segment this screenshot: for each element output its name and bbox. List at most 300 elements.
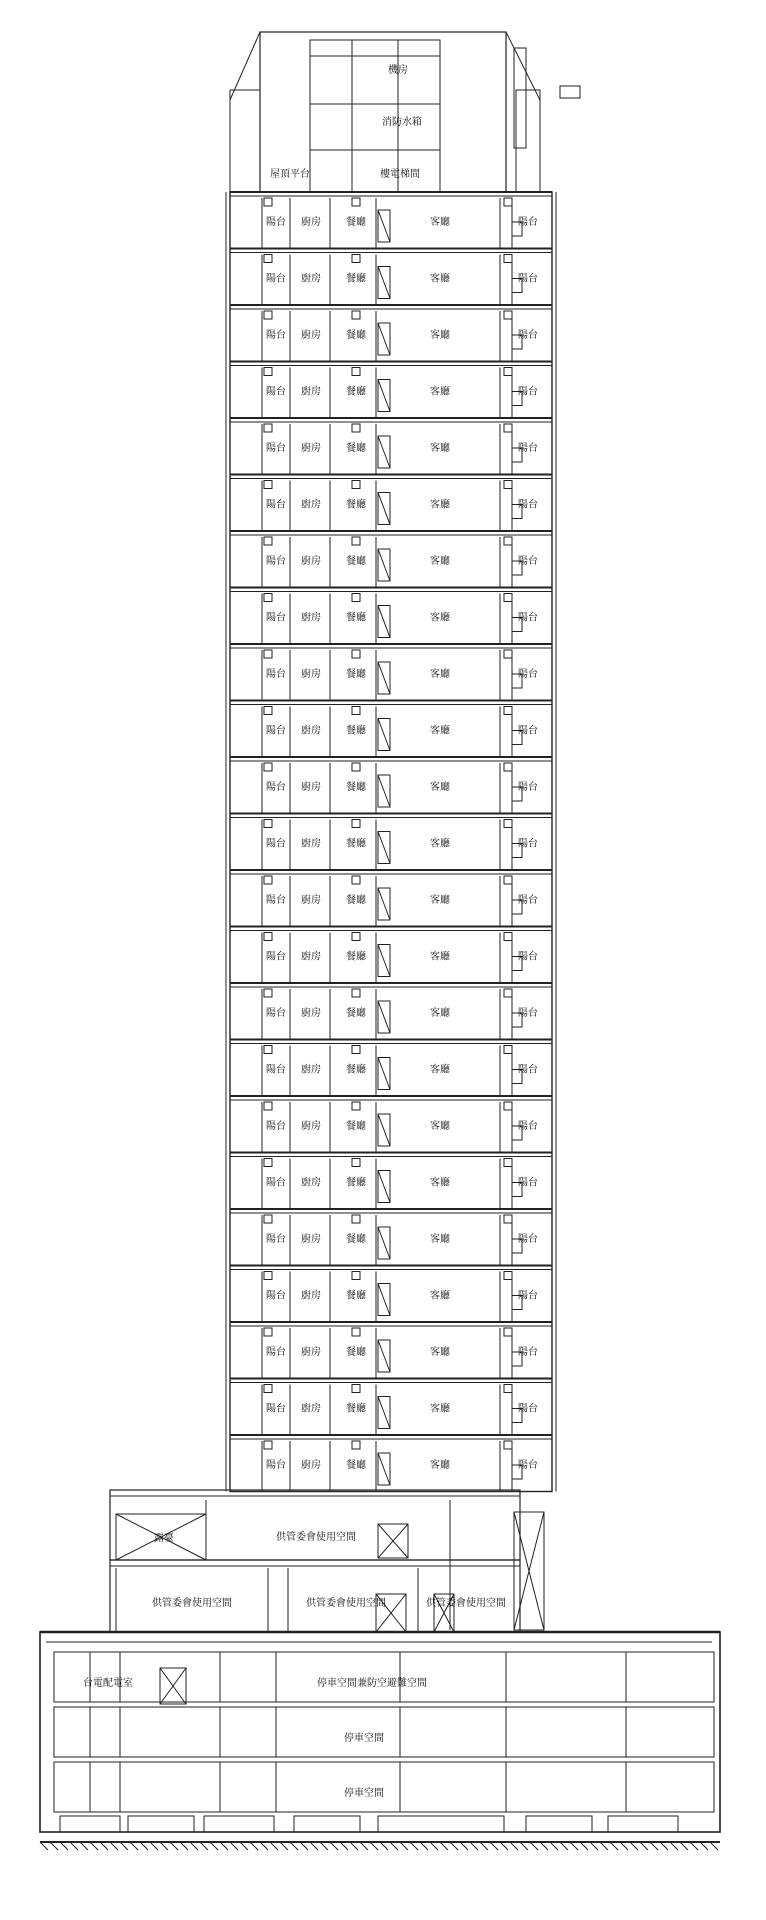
label-committee-space-lower-center: 供管委會使用空間: [306, 1598, 386, 1609]
room-label: 陽台: [266, 725, 286, 737]
room-label: 廚房: [301, 1347, 321, 1358]
room-label: 陽台: [266, 1403, 286, 1415]
room-label: 餐廳: [346, 1403, 366, 1415]
beam-stub: [504, 537, 512, 545]
room-label: 餐廳: [346, 1347, 366, 1358]
beam-stub: [352, 481, 360, 489]
ground-hatch: [460, 1842, 468, 1850]
beam-stub: [504, 424, 512, 432]
room-label: 餐廳: [346, 1234, 366, 1245]
ground-hatch: [580, 1842, 588, 1850]
room-label: 廚房: [301, 217, 321, 228]
room-label: 陽台: [266, 386, 286, 398]
room-label: 餐廳: [346, 1121, 366, 1132]
beam-stub: [504, 1328, 512, 1336]
room-label: 陽台: [518, 1064, 538, 1076]
door-swing: [378, 1284, 390, 1316]
ground-hatch: [450, 1842, 458, 1850]
room-label: 廚房: [301, 443, 321, 454]
door-swing: [378, 945, 390, 977]
beam-stub: [504, 311, 512, 319]
ground-hatch: [320, 1842, 328, 1850]
ground-hatch: [270, 1842, 278, 1850]
ground-hatch: [140, 1842, 148, 1850]
beam-stub: [352, 1046, 360, 1054]
room-label: 客廳: [430, 556, 450, 567]
room-label: 餐廳: [346, 273, 366, 285]
beam-stub: [352, 198, 360, 206]
beam-stub: [504, 876, 512, 884]
room-label: 廚房: [301, 725, 321, 737]
footing: [378, 1816, 504, 1832]
door-swing: [378, 380, 390, 412]
room-label: 廚房: [301, 499, 321, 511]
beam-stub: [352, 876, 360, 884]
beam-stub: [504, 594, 512, 602]
ground-hatch: [230, 1842, 238, 1850]
beam-stub: [352, 933, 360, 941]
beam-stub: [504, 763, 512, 771]
beam-stub: [264, 424, 272, 432]
room-label: 陽台: [266, 1008, 286, 1019]
ground-hatch: [640, 1842, 648, 1850]
ground-hatch: [670, 1842, 678, 1850]
beam-stub: [264, 1272, 272, 1280]
beam-stub: [264, 311, 272, 319]
room-label: 餐廳: [346, 612, 366, 624]
beam-stub: [264, 537, 272, 545]
basement-outline: [40, 1632, 720, 1832]
beam-stub: [504, 1385, 512, 1393]
room-label: 廚房: [301, 895, 321, 906]
ground-hatch: [250, 1842, 258, 1850]
beam-stub: [504, 481, 512, 489]
ground-hatch: [160, 1842, 168, 1850]
roof-parapet-right: [516, 90, 540, 192]
room-label: 客廳: [430, 782, 450, 793]
ground-hatch: [410, 1842, 418, 1850]
room-label: 廚房: [301, 1177, 321, 1189]
ground-hatch: [570, 1842, 578, 1850]
room-label: 客廳: [430, 1347, 450, 1358]
ground-hatch: [330, 1842, 338, 1850]
room-label: 陽台: [518, 725, 538, 737]
ground-hatch: [180, 1842, 188, 1850]
room-label: 陽台: [266, 669, 286, 680]
beam-stub: [504, 650, 512, 658]
room-label: 客廳: [430, 838, 450, 850]
label-committee-space-lower-left: 供管委會使用空間: [152, 1598, 232, 1609]
beam-stub: [264, 1385, 272, 1393]
room-label: 陽台: [518, 273, 538, 285]
beam-stub: [264, 1046, 272, 1054]
room-label: 陽台: [266, 1347, 286, 1358]
door-swing: [378, 775, 390, 807]
ground-hatch: [500, 1842, 508, 1850]
door-swing: [378, 832, 390, 864]
room-label: 客廳: [430, 386, 450, 398]
door-swing: [378, 1114, 390, 1146]
room-label: 陽台: [266, 895, 286, 906]
ground-hatch: [600, 1842, 608, 1850]
ground-hatch: [440, 1842, 448, 1850]
room-label: 餐廳: [346, 386, 366, 398]
beam-stub: [504, 933, 512, 941]
room-label: 客廳: [430, 612, 450, 624]
beam-stub: [504, 707, 512, 715]
room-label: 陽台: [266, 1290, 286, 1302]
ground-hatch: [490, 1842, 498, 1850]
room-label: 陽台: [266, 556, 286, 567]
beam-stub: [352, 1102, 360, 1110]
ground-hatch: [650, 1842, 658, 1850]
label-terrace: 露臺: [154, 1533, 174, 1544]
beam-stub: [264, 1102, 272, 1110]
basement-level-2: [54, 1707, 714, 1757]
ground-hatch: [370, 1842, 378, 1850]
beam-stub: [352, 424, 360, 432]
ground-hatch: [130, 1842, 138, 1850]
beam-stub: [352, 537, 360, 545]
room-label: 陽台: [518, 895, 538, 906]
door-swing: [378, 436, 390, 468]
room-label: 陽台: [266, 499, 286, 511]
ground-hatch: [700, 1842, 708, 1850]
room-label: 客廳: [430, 669, 450, 680]
room-label: 陽台: [266, 1234, 286, 1245]
room-label: 陽台: [518, 1008, 538, 1019]
roof-parapet-left: [230, 90, 260, 192]
room-label: 客廳: [430, 330, 450, 341]
footing: [608, 1816, 678, 1832]
beam-stub: [504, 368, 512, 376]
door-swing: [378, 1058, 390, 1090]
beam-stub: [352, 707, 360, 715]
door-swing: [378, 1340, 390, 1372]
room-label: 陽台: [518, 556, 538, 567]
ground-hatch: [40, 1842, 48, 1850]
label-machine-room: 機房: [388, 65, 408, 76]
door-swing: [378, 323, 390, 355]
room-label: 客廳: [430, 895, 450, 906]
door-swing: [378, 888, 390, 920]
beam-stub: [504, 198, 512, 206]
room-label: 廚房: [301, 273, 321, 285]
label-fire-water-tank: 消防水箱: [382, 117, 422, 128]
ground-hatch: [210, 1842, 218, 1850]
beam-stub: [264, 820, 272, 828]
beam-stub: [264, 933, 272, 941]
basement-level-1: [54, 1652, 714, 1702]
room-label: 客廳: [430, 273, 450, 285]
ground-hatch: [480, 1842, 488, 1850]
beam-stub: [352, 594, 360, 602]
beam-stub: [352, 1272, 360, 1280]
label-power-distribution-room: 台電配電室: [83, 1678, 133, 1689]
ground-hatch: [60, 1842, 68, 1850]
ground-hatch: [190, 1842, 198, 1850]
room-label: 客廳: [430, 1460, 450, 1471]
footing: [128, 1816, 194, 1832]
room-label: 客廳: [430, 443, 450, 454]
label-parking-b3: 停車空間: [344, 1788, 384, 1799]
label-roof-platform: 屋頂平台: [270, 169, 310, 180]
door-swing: [378, 493, 390, 525]
ground-hatch: [400, 1842, 408, 1850]
footing: [294, 1816, 360, 1832]
room-label: 陽台: [266, 1064, 286, 1076]
room-label: 陽台: [518, 1347, 538, 1358]
label-committee-space-upper: 供管委會使用空間: [276, 1532, 356, 1543]
room-label: 陽台: [518, 1177, 538, 1189]
room-label: 餐廳: [346, 669, 366, 680]
label-parking-shelter-space: 停車空間兼防空避難空間: [317, 1678, 427, 1689]
room-label: 餐廳: [346, 782, 366, 793]
room-label: 客廳: [430, 1290, 450, 1302]
ground-hatch: [120, 1842, 128, 1850]
room-label: 餐廳: [346, 499, 366, 511]
ground-hatch: [280, 1842, 288, 1850]
ground-hatch: [540, 1842, 548, 1850]
room-label: 客廳: [430, 1403, 450, 1415]
room-label: 餐廳: [346, 217, 366, 228]
room-label: 廚房: [301, 838, 321, 850]
ground-hatch: [420, 1842, 428, 1850]
ground-hatch: [200, 1842, 208, 1850]
ground-hatch: [350, 1842, 358, 1850]
room-label: 陽台: [266, 330, 286, 341]
beam-stub: [504, 820, 512, 828]
room-label: 陽台: [518, 499, 538, 511]
footing: [60, 1816, 120, 1832]
room-label: 客廳: [430, 217, 450, 228]
room-label: 客廳: [430, 1177, 450, 1189]
beam-stub: [504, 1215, 512, 1223]
beam-stub: [264, 650, 272, 658]
beam-stub: [504, 1046, 512, 1054]
room-label: 餐廳: [346, 1290, 366, 1302]
ground-hatch: [70, 1842, 78, 1850]
room-label: 陽台: [518, 838, 538, 850]
room-label: 餐廳: [346, 443, 366, 454]
door-swing: [378, 549, 390, 581]
room-label: 陽台: [518, 669, 538, 680]
room-label: 陽台: [266, 217, 286, 228]
ground-hatch: [660, 1842, 668, 1850]
door-swing: [378, 662, 390, 694]
room-label: 陽台: [518, 217, 538, 228]
ground-hatch: [110, 1842, 118, 1850]
beam-stub: [352, 1328, 360, 1336]
room-label: 廚房: [301, 330, 321, 341]
beam-stub: [264, 876, 272, 884]
label-stair-elevator-room: 樓電梯間: [380, 169, 420, 180]
room-label: 客廳: [430, 1234, 450, 1245]
ground-hatch: [520, 1842, 528, 1850]
room-label: 客廳: [430, 1008, 450, 1019]
room-label: 陽台: [266, 951, 286, 963]
room-label: 餐廳: [346, 951, 366, 963]
roof-core-outline: [310, 40, 440, 192]
ground-hatch: [560, 1842, 568, 1850]
beam-stub: [352, 1385, 360, 1393]
room-label: 廚房: [301, 1460, 321, 1471]
beam-stub: [264, 1328, 272, 1336]
room-label: 餐廳: [346, 1008, 366, 1019]
beam-stub: [264, 1441, 272, 1449]
door-swing: [378, 719, 390, 751]
beam-stub: [264, 481, 272, 489]
room-label: 餐廳: [346, 556, 366, 567]
room-label: 陽台: [518, 612, 538, 624]
beam-stub: [264, 198, 272, 206]
room-label: 陽台: [266, 1177, 286, 1189]
beam-stub: [352, 255, 360, 263]
beam-stub: [264, 989, 272, 997]
ground-hatch: [630, 1842, 638, 1850]
room-label: 廚房: [301, 1234, 321, 1245]
podium-lower-outline: [110, 1560, 520, 1632]
beam-stub: [504, 1441, 512, 1449]
ground-hatch: [50, 1842, 58, 1850]
room-label: 廚房: [301, 1064, 321, 1076]
beam-stub: [352, 1215, 360, 1223]
room-label: 陽台: [518, 782, 538, 793]
room-label: 廚房: [301, 386, 321, 398]
room-label: 陽台: [518, 1290, 538, 1302]
room-label: 廚房: [301, 951, 321, 963]
room-label: 廚房: [301, 782, 321, 793]
room-label: 陽台: [266, 838, 286, 850]
ground-hatch: [610, 1842, 618, 1850]
ground-hatch: [240, 1842, 248, 1850]
basement-level-3: [54, 1762, 714, 1812]
beam-stub: [264, 255, 272, 263]
ground-hatch: [220, 1842, 228, 1850]
room-label: 餐廳: [346, 1177, 366, 1189]
ground-hatch: [80, 1842, 88, 1850]
ground-hatch: [290, 1842, 298, 1850]
room-label: 客廳: [430, 1064, 450, 1076]
ground-hatch: [550, 1842, 558, 1850]
door-swing: [378, 1397, 390, 1429]
ground-hatch: [390, 1842, 398, 1850]
beam-stub: [352, 311, 360, 319]
room-label: 餐廳: [346, 330, 366, 341]
ground-hatch: [590, 1842, 598, 1850]
beam-stub: [504, 1159, 512, 1167]
room-label: 廚房: [301, 1290, 321, 1302]
label-parking-b2: 停車空間: [344, 1733, 384, 1744]
door-swing: [378, 1171, 390, 1203]
ground-hatch: [360, 1842, 368, 1850]
beam-stub: [504, 255, 512, 263]
ground-hatch: [260, 1842, 268, 1850]
room-label: 餐廳: [346, 1460, 366, 1471]
beam-stub: [352, 820, 360, 828]
ground-hatch: [680, 1842, 688, 1850]
room-label: 陽台: [518, 386, 538, 398]
ground-hatch: [620, 1842, 628, 1850]
ground-hatch: [430, 1842, 438, 1850]
room-label: 餐廳: [346, 838, 366, 850]
room-label: 廚房: [301, 669, 321, 680]
room-label: 陽台: [266, 443, 286, 454]
ground-hatch: [690, 1842, 698, 1850]
ground-hatch: [380, 1842, 388, 1850]
room-label: 陽台: [518, 1121, 538, 1132]
beam-stub: [352, 1159, 360, 1167]
room-label: 餐廳: [346, 895, 366, 906]
room-label: 陽台: [266, 782, 286, 793]
room-label: 廚房: [301, 612, 321, 624]
door-swing: [378, 606, 390, 638]
beam-stub: [264, 707, 272, 715]
room-label: 廚房: [301, 556, 321, 567]
beam-stub: [264, 594, 272, 602]
room-label: 客廳: [430, 499, 450, 511]
beam-stub: [352, 1441, 360, 1449]
room-label: 陽台: [518, 330, 538, 341]
room-label: 陽台: [518, 1234, 538, 1245]
roof-vent: [560, 86, 580, 98]
room-label: 陽台: [518, 1460, 538, 1471]
ground-hatch: [170, 1842, 178, 1850]
beam-stub: [504, 1102, 512, 1110]
door-swing: [378, 267, 390, 299]
room-label: 陽台: [266, 273, 286, 285]
beam-stub: [504, 989, 512, 997]
room-label: 陽台: [518, 443, 538, 454]
label-committee-space-lower-right: 供管委會使用空間: [426, 1598, 506, 1609]
beam-stub: [352, 650, 360, 658]
ground-hatch: [710, 1842, 718, 1850]
room-label: 客廳: [430, 1121, 450, 1132]
ground-hatch: [300, 1842, 308, 1850]
room-label: 餐廳: [346, 1064, 366, 1076]
door-swing: [378, 1227, 390, 1259]
footing: [526, 1816, 592, 1832]
room-label: 陽台: [518, 951, 538, 963]
beam-stub: [352, 989, 360, 997]
ground-hatch: [340, 1842, 348, 1850]
ground-hatch: [90, 1842, 98, 1850]
room-label: 廚房: [301, 1121, 321, 1132]
ground-hatch: [530, 1842, 538, 1850]
room-label: 陽台: [266, 612, 286, 624]
beam-stub: [352, 368, 360, 376]
room-label: 陽台: [266, 1121, 286, 1132]
room-label: 餐廳: [346, 725, 366, 737]
footing: [204, 1816, 274, 1832]
ground-hatch: [310, 1842, 318, 1850]
ground-hatch: [100, 1842, 108, 1850]
ground-hatch: [150, 1842, 158, 1850]
door-swing: [378, 1453, 390, 1485]
room-label: 廚房: [301, 1008, 321, 1019]
beam-stub: [504, 1272, 512, 1280]
room-label: 廚房: [301, 1403, 321, 1415]
beam-stub: [264, 1215, 272, 1223]
beam-stub: [264, 1159, 272, 1167]
room-label: 陽台: [266, 1460, 286, 1471]
room-label: 客廳: [430, 951, 450, 963]
beam-stub: [264, 368, 272, 376]
ground-hatch: [470, 1842, 478, 1850]
room-label: 客廳: [430, 725, 450, 737]
door-swing: [378, 1001, 390, 1033]
beam-stub: [352, 763, 360, 771]
